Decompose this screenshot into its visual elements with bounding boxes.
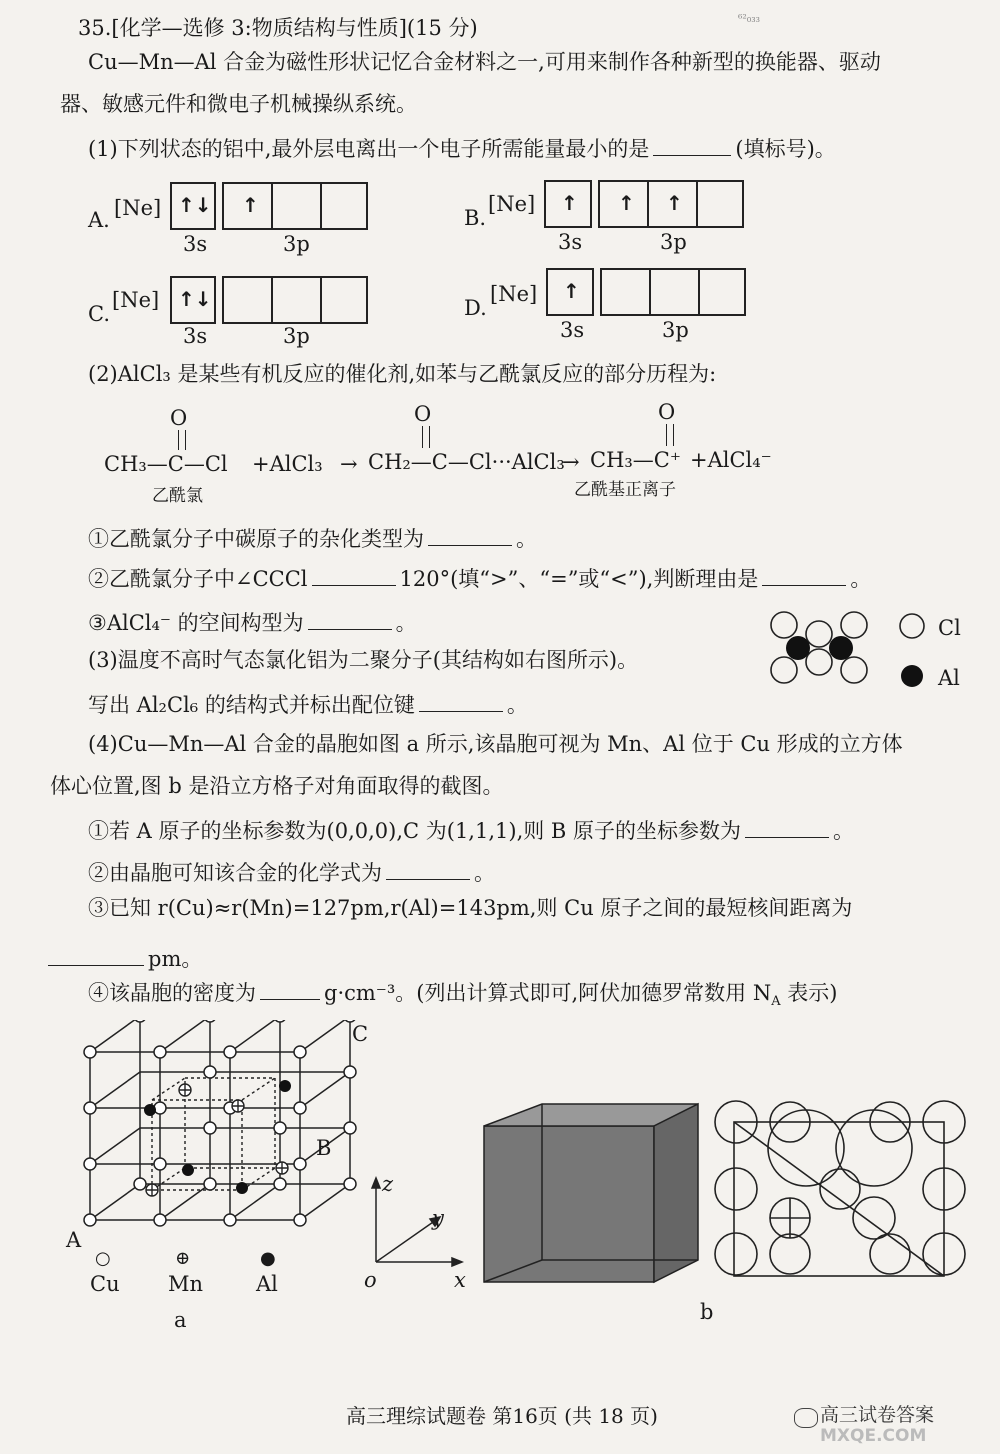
- answer-blank[interactable]: [260, 978, 320, 1000]
- product-alcl4: +AlCl₄⁻: [690, 448, 772, 472]
- caption-b: b: [700, 1300, 714, 1324]
- axis-y-label: y: [432, 1206, 444, 1230]
- legend-mn-symbol: ⊕: [175, 1248, 191, 1269]
- legend-al-circle: [901, 665, 923, 687]
- core-label: [Ne]: [112, 288, 160, 312]
- orbital-3p: ↑ ↑: [598, 180, 744, 228]
- carbonyl-o: O: [414, 402, 432, 426]
- axis-origin-label: o: [364, 1268, 377, 1292]
- orbital-3p: ↑: [222, 182, 368, 230]
- carbonyl-o: O: [170, 406, 188, 430]
- q4-1: ①若 A 原子的坐标参数为(0,0,0),C 为(1,1,1),则 B 原子的坐标参数为 。: [88, 816, 854, 844]
- axis-z-label: z: [382, 1172, 394, 1196]
- label-atom-c: C: [352, 1022, 369, 1046]
- option-letter: B.: [464, 206, 487, 230]
- wechat-logo-icon: [794, 1408, 818, 1428]
- intro-line-2: 器、敏感元件和微电子机械操纵系统。: [60, 92, 417, 116]
- orbital-3p: [222, 276, 368, 324]
- answer-blank[interactable]: [428, 524, 512, 546]
- q2-2: ②乙酰氯分子中∠CCCl 120°(填“>”、“=”或“<”),判断理由是 。: [88, 564, 871, 592]
- double-bond: [178, 430, 186, 450]
- q4-4: ④该晶胞的密度为 g·cm⁻³。(列出计算式即可,阿伏加德罗常数用 $N_A$ 表示): [88, 978, 837, 1010]
- orbital-3s: ↑: [544, 180, 592, 228]
- q2-1: ①乙酰氯分子中碳原子的杂化类型为 。: [88, 524, 537, 552]
- answer-blank[interactable]: [312, 564, 396, 586]
- q2-text: (2)AlCl₃ 是某些有机反应的催化剂,如苯与乙酰氯反应的部分历程为:: [88, 362, 717, 386]
- orbital-3s: ↑↓: [170, 276, 216, 324]
- answer-blank[interactable]: [308, 608, 392, 630]
- reactant-alcl3: +AlCl₃: [252, 452, 323, 476]
- inner-dotted-cube: [152, 1078, 275, 1190]
- q3-b: 写出 Al₂Cl₆ 的结构式并标出配位键 。: [88, 690, 528, 718]
- lattice-lines: [90, 1020, 350, 1220]
- legend-al-label: Al: [938, 666, 960, 690]
- watermark-text: 高三试卷答案: [820, 1404, 935, 1426]
- legend-al-label: Al: [256, 1272, 278, 1296]
- option-letter: C.: [88, 302, 110, 326]
- intro-line-1: Cu—Mn—Al 合金为磁性形状记忆合金材料之一,可用来制作各种新型的换能器、驱动: [88, 50, 881, 74]
- option-letter: D.: [464, 296, 487, 320]
- answer-blank[interactable]: [419, 690, 503, 712]
- legend-cu-symbol: ○: [95, 1248, 111, 1269]
- legend-cu-label: Cu: [90, 1272, 120, 1296]
- corner-mark: ⁶²₀₃₃: [738, 12, 761, 25]
- answer-blank[interactable]: [762, 564, 846, 586]
- orbital-3p: [600, 268, 746, 316]
- q2-3: ③AlCl₄⁻ 的空间构型为 。: [88, 608, 417, 636]
- al-atoms: [144, 1080, 291, 1194]
- label-atom-a: A: [66, 1228, 82, 1252]
- answer-blank[interactable]: [653, 134, 731, 156]
- diagonal-plane-figure: [478, 1098, 710, 1288]
- q4-3: ③已知 r(Cu)≈r(Mn)=127pm,r(Al)=143pm,则 Cu 原子之间的最短核间距离为: [88, 896, 853, 920]
- axis-x-label: x: [454, 1268, 466, 1292]
- label-atom-b: B: [316, 1136, 332, 1160]
- crystal-cell-figure-a: [60, 1020, 400, 1350]
- page-footer: 高三理综试题卷 第16页 (共 18 页): [346, 1404, 658, 1428]
- reaction-arrow: →: [340, 452, 358, 476]
- legend-mn-label: Mn: [168, 1272, 204, 1296]
- double-bond: [422, 426, 430, 448]
- acylium-ion: CH₃—C⁺: [590, 448, 681, 472]
- option-letter: A.: [88, 208, 110, 232]
- answer-blank[interactable]: [386, 858, 470, 880]
- q1-text: (1)下列状态的铝中,最外层电离出一个电子所需能量最小的是 (填标号)。: [88, 134, 836, 162]
- q4-2: ②由晶胞可知该合金的化学式为 。: [88, 858, 495, 886]
- question-header: 35.[化学—选修 3:物质结构与性质](15 分): [78, 16, 478, 40]
- answer-blank[interactable]: [48, 944, 144, 966]
- carbonyl-o: O: [658, 400, 676, 424]
- orbital-3s: ↑: [546, 268, 594, 316]
- core-label: [Ne]: [114, 196, 162, 220]
- caption-a: a: [174, 1308, 187, 1332]
- orbital-3s: ↑↓: [170, 182, 216, 230]
- axes-diagram: [360, 1174, 470, 1274]
- legend-cl-label: Cl: [938, 616, 961, 640]
- legend-cl-circle: [900, 614, 924, 638]
- q4-line-2: 体心位置,图 b 是沿立方格子对角面取得的截图。: [50, 774, 504, 798]
- q3-text: (3)温度不高时气态氯化铝为二聚分子(其结构如右图所示)。: [88, 648, 639, 672]
- q4-line-1: (4)Cu—Mn—Al 合金的晶胞如图 a 所示,该晶胞可视为 Mn、Al 位于 Cu 形成的立方体: [88, 732, 903, 756]
- watermark-url: MXQE.COM: [820, 1426, 927, 1446]
- core-label: [Ne]: [490, 282, 538, 306]
- double-bond: [666, 424, 674, 446]
- q4-3b: pm。: [48, 944, 202, 972]
- reactant-acetyl-chloride: CH₃—C—Cl: [104, 452, 228, 476]
- reaction-arrow: →: [562, 450, 580, 474]
- intermediate-complex: CH₂—C—Cl···AlCl₃: [368, 450, 565, 474]
- core-label: [Ne]: [488, 192, 536, 216]
- label-acetyl-chloride: 乙酰氯: [152, 486, 203, 506]
- label-acylium: 乙酰基正离子: [574, 480, 676, 500]
- answer-blank[interactable]: [745, 816, 829, 838]
- plane-section-figure: [712, 1092, 974, 1302]
- legend-al-symbol: ●: [260, 1248, 276, 1269]
